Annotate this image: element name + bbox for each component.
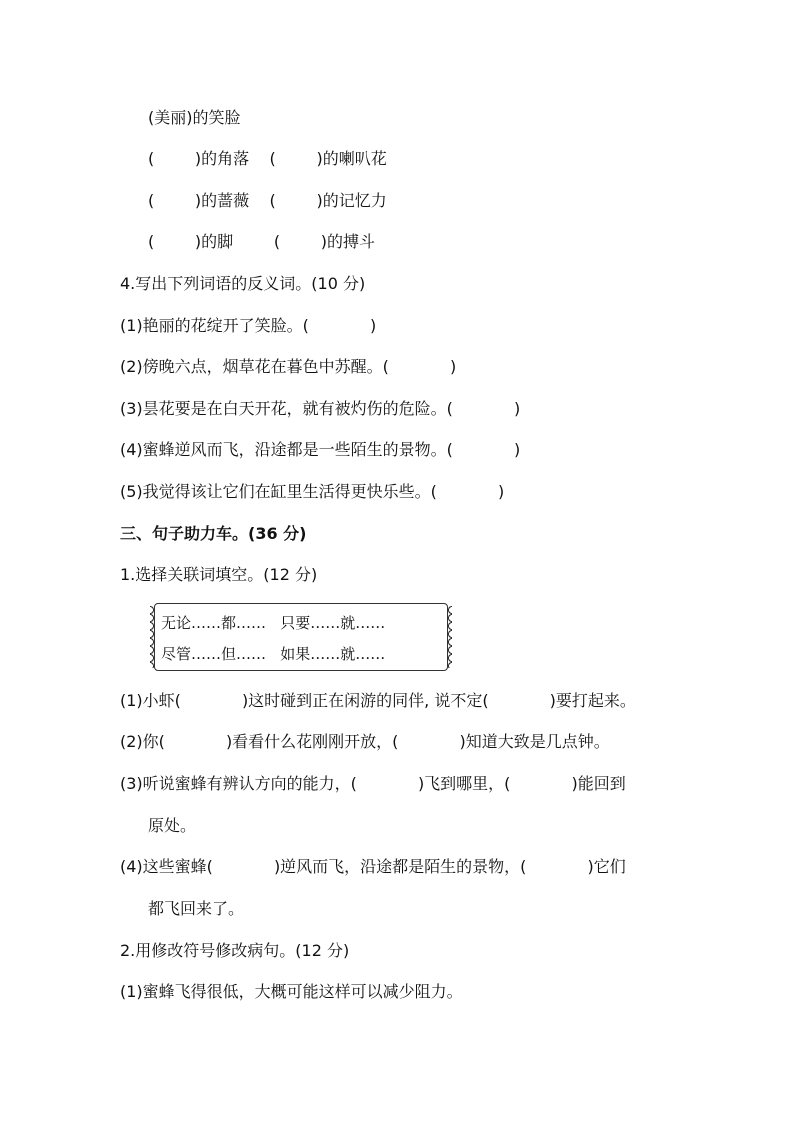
conjunction-row-2: 尽管……但…… 如果……就…… bbox=[161, 645, 386, 663]
fill-item-4-cont: 都飞回来了。 bbox=[148, 899, 245, 918]
section-3-heading: 三、句子助力车。(36 分) bbox=[120, 524, 307, 543]
fill-item-3-cont: 原处。 bbox=[148, 816, 197, 835]
conjunction-box bbox=[154, 603, 448, 671]
fill-item-2: (2)你( )看看什么花刚刚开放，( )知道大致是几点钟。 bbox=[120, 732, 610, 751]
antonym-item-3: (3)昙花要是在白天开花，就有被灼伤的危险。( ) bbox=[120, 399, 521, 418]
exercise-line-4: ( )的脚 ( )的搏斗 bbox=[148, 232, 376, 251]
question-2-heading: 2.用修改符号修改病句。(12 分) bbox=[120, 941, 350, 960]
exercise-line-2: ( )的角落 ( )的喇叭花 bbox=[148, 149, 387, 168]
question-1-heading: 1.选择关联词填空。(12 分) bbox=[120, 565, 318, 584]
exercise-line-1: (美丽)的笑脸 bbox=[148, 108, 241, 127]
antonym-item-1: (1)艳丽的花绽开了笑脸。( ) bbox=[120, 316, 377, 335]
question-4-heading: 4.写出下列词语的反义词。(10 分) bbox=[120, 274, 366, 293]
exercise-line-3: ( )的蔷薇 ( )的记忆力 bbox=[148, 191, 387, 210]
fill-item-1: (1)小虾( )这时碰到正在闲游的同伴, 说不定( )要打起来。 bbox=[120, 691, 636, 710]
fill-item-3: (3)听说蜜蜂有辨认方向的能力，( )飞到哪里，( )能回到 bbox=[120, 774, 626, 793]
antonym-item-5: (5)我觉得该让它们在缸里生活得更快乐些。( ) bbox=[120, 482, 505, 501]
fill-item-4: (4)这些蜜蜂( )逆风而飞，沿途都是陌生的景物，( )它们 bbox=[120, 857, 626, 876]
antonym-item-2: (2)傍晚六点，烟草花在暮色中苏醒。( ) bbox=[120, 357, 457, 376]
conjunction-row-1: 无论……都…… 只要……就…… bbox=[161, 614, 386, 632]
correction-item-1: (1)蜜蜂飞得很低，大概可能这样可以减少阻力。 bbox=[120, 982, 463, 1001]
antonym-item-4: (4)蜜蜂逆风而飞，沿途都是一些陌生的景物。( ) bbox=[120, 440, 521, 459]
